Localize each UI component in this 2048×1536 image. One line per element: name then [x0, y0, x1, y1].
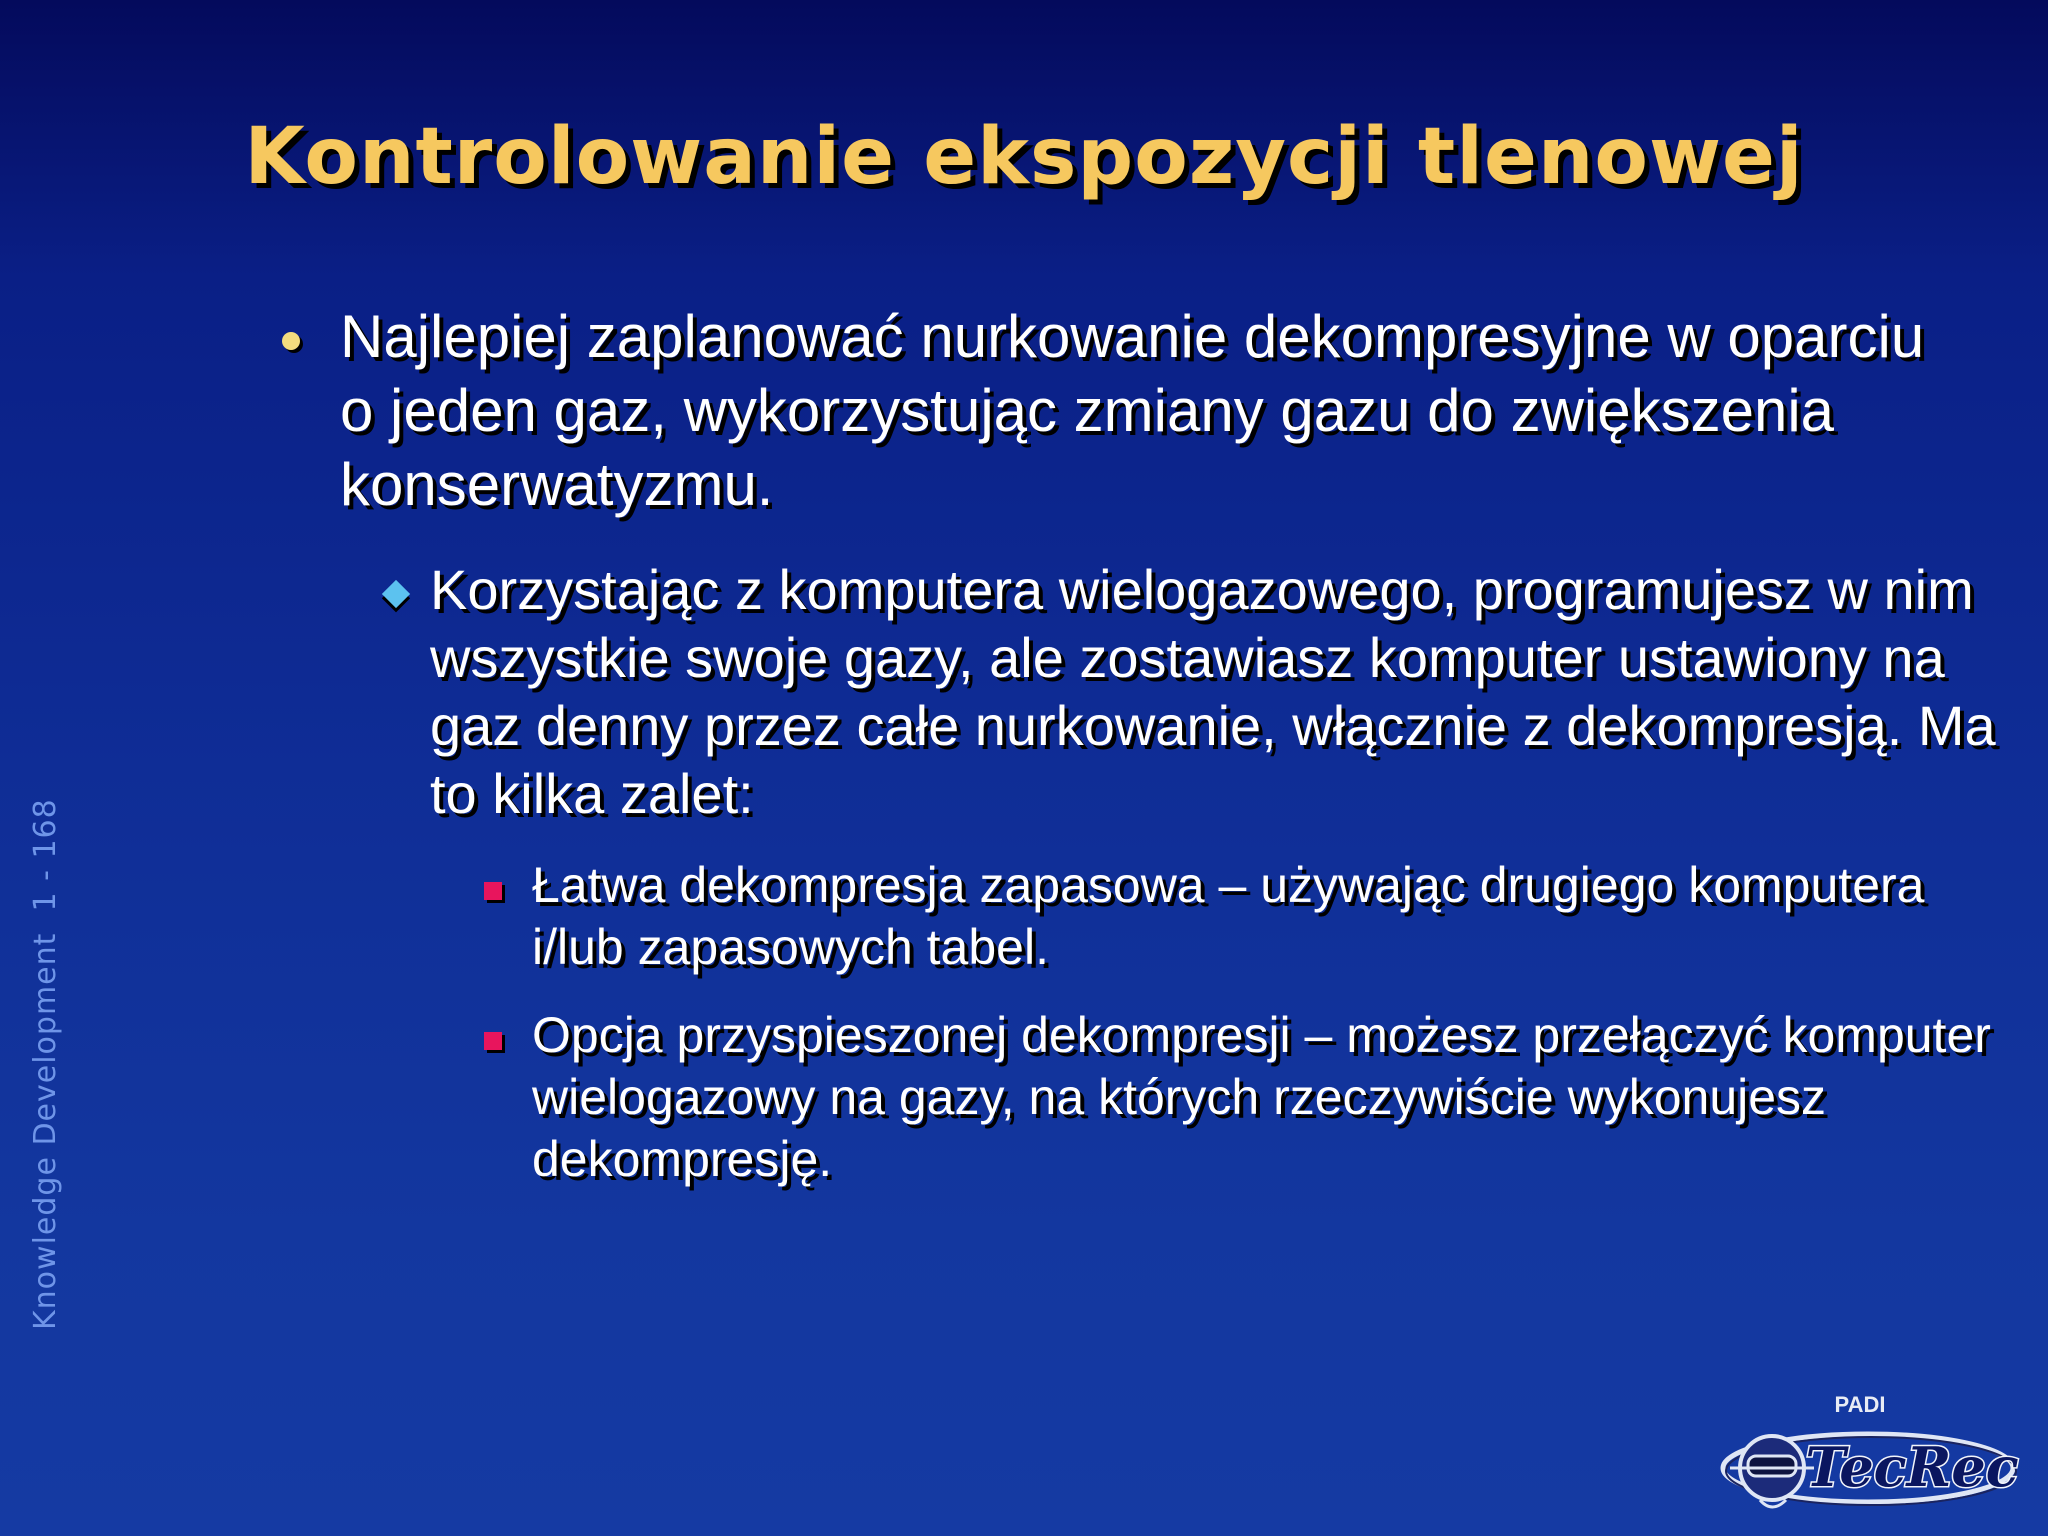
bullet-level-3	[532, 854, 2012, 978]
bullet-level-1	[340, 300, 1960, 522]
padi-tecrec-logo	[1700, 1390, 2020, 1520]
bullet-level-2	[430, 556, 2020, 828]
bullet-text: Opcja przyspieszonej dekompresji – możesz przełączyć komputer wielogazowy na gazy, na których rzeczywiście wykonujesz dekompresję.	[532, 1007, 1991, 1187]
bullet-text: Najlepiej zaplanować nurkowanie dekompresyjne w oparciu o jeden gaz, wykorzystując zmiany gazu do zwiększenia konserwatyzmu.	[340, 303, 1925, 518]
square-bullet-icon	[484, 882, 502, 900]
slide-number-label: Knowledge Development 1 - 168	[28, 798, 63, 1330]
diamond-bullet-icon	[382, 580, 410, 608]
bullet-text: Łatwa dekompresja zapasowa – używając drugiego komputera i/lub zapasowych tabel.	[532, 857, 1925, 975]
logo-top-text: PADI	[1834, 1392, 1886, 1417]
square-bullet-icon	[484, 1032, 502, 1050]
round-bullet-icon	[282, 332, 300, 350]
logo-main-text: TecRec	[1805, 1435, 2019, 1499]
bullet-text: Korzystając z komputera wielogazowego, programujesz w nim wszystkie swoje gazy, ale zostawiasz komputer ustawiony na gaz denny przez całe nurkowanie, włącznie z dekompresją. Ma to kilka zalet:	[430, 558, 1996, 825]
slide-title: Kontrolowanie ekspozycji tlenowej	[244, 112, 1804, 202]
bullet-level-3	[532, 1004, 2012, 1190]
